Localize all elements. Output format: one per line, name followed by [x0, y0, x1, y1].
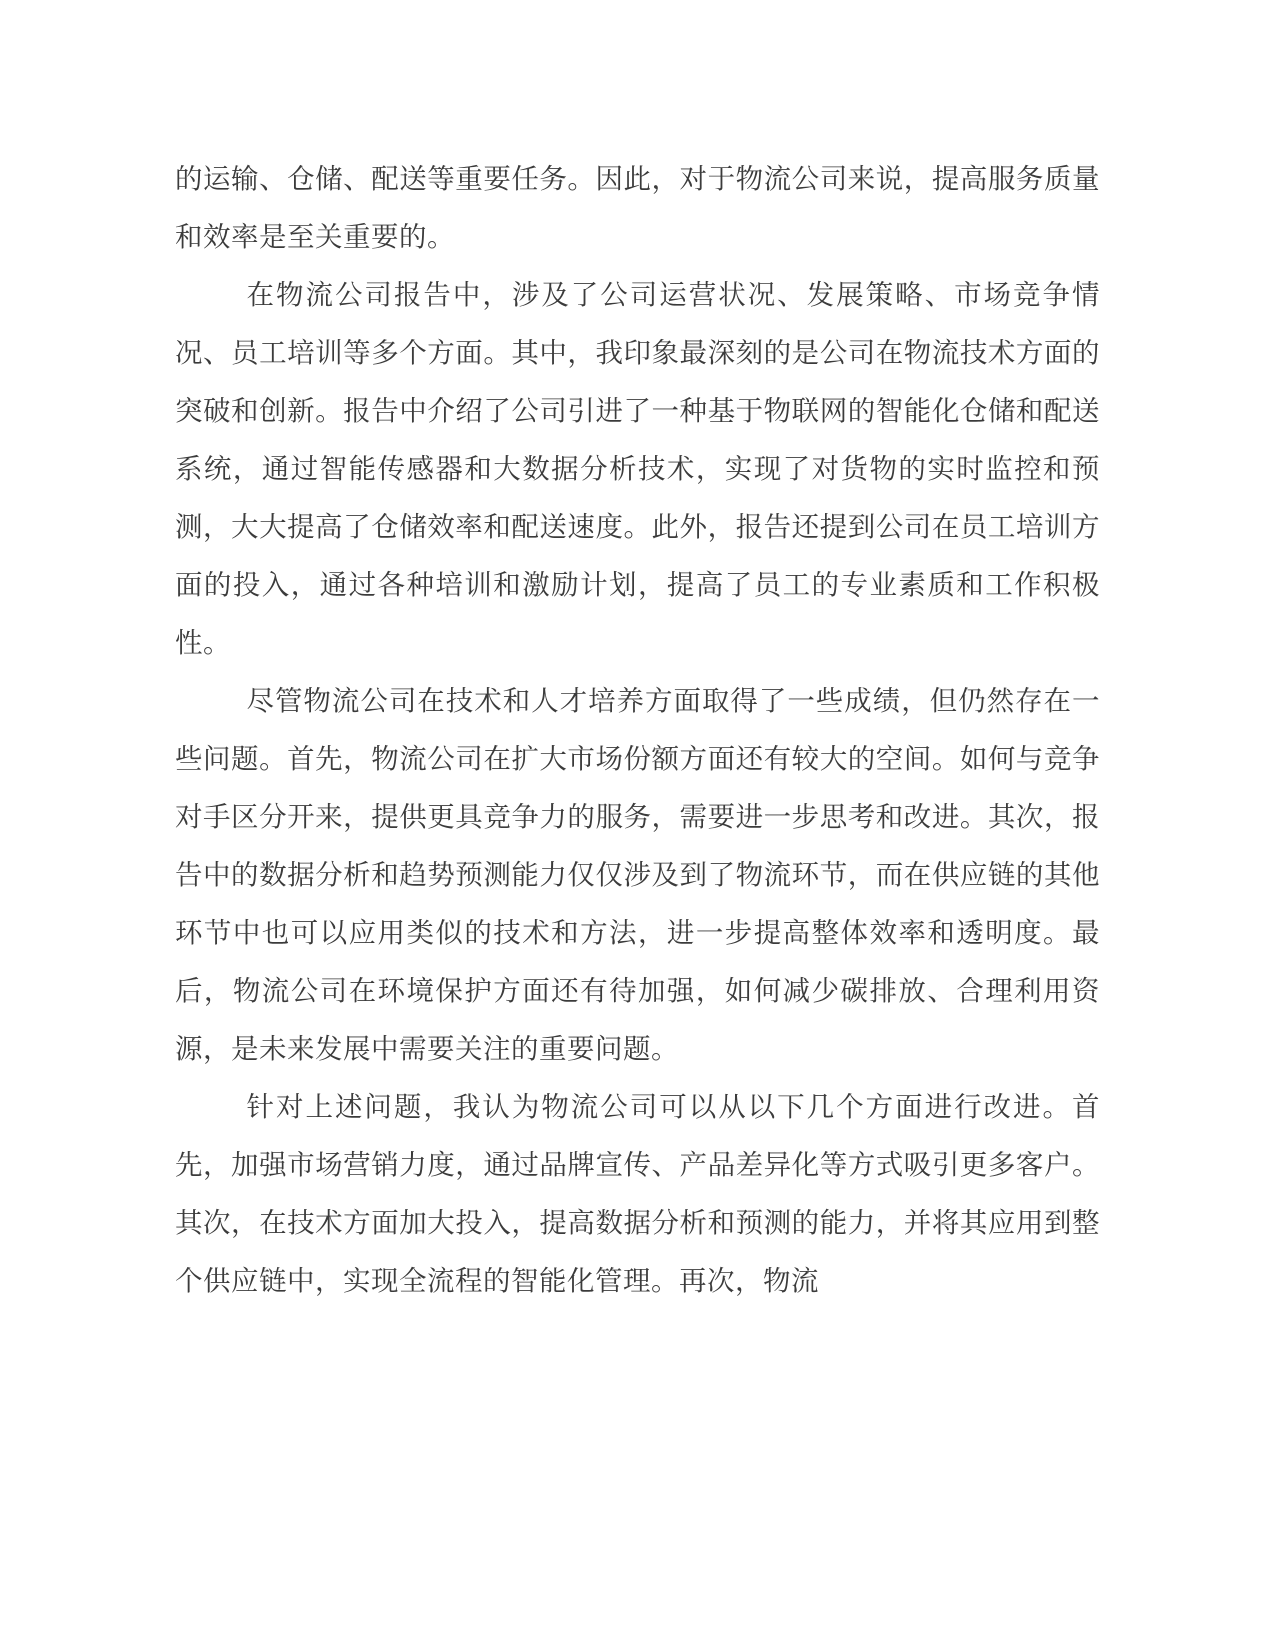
paragraph-2: 在物流公司报告中，涉及了公司运营状况、发展策略、市场竞争情况、员工培训等多个方面。其中，我印象最深刻的是公司在物流技术方面的突破和创新。报告中介绍了公司引进了一种基于物联网的智能化仓储和配送系统，通过智能传感器和大数据分析技术，实现了对货物的实时监控和预测，大大提高了仓储效率和配送速度。此外，报告还提到公司在员工培训方面的投入，通过各种培训和激励计划，提高了员工的专业素质和工作积极性。	[175, 279, 1100, 659]
paragraph-4: 针对上述问题，我认为物流公司可以从以下几个方面进行改进。首先，加强市场营销力度，通过品牌宣传、产品差异化等方式吸引更多客户。其次，在技术方面加大投入，提高数据分析和预测的能力，并将其应用到整个供应链中，实现全流程的智能化管理。再次，物流	[175, 1091, 1100, 1297]
document-body	[175, 150, 1100, 1310]
paragraph-1: 的运输、仓储、配送等重要任务。因此，对于物流公司来说，提高服务质量和效率是至关重要的。	[175, 163, 1100, 253]
paragraph-3: 尽管物流公司在技术和人才培养方面取得了一些成绩，但仍然存在一些问题。首先，物流公司在扩大市场份额方面还有较大的空间。如何与竞争对手区分开来，提供更具竞争力的服务，需要进一步思考和改进。其次，报告中的数据分析和趋势预测能力仅仅涉及到了物流环节，而在供应链的其他环节中也可以应用类似的技术和方法，进一步提高整体效率和透明度。最后，物流公司在环境保护方面还有待加强，如何减少碳排放、合理利用资源，是未来发展中需要关注的重要问题。	[175, 685, 1100, 1065]
